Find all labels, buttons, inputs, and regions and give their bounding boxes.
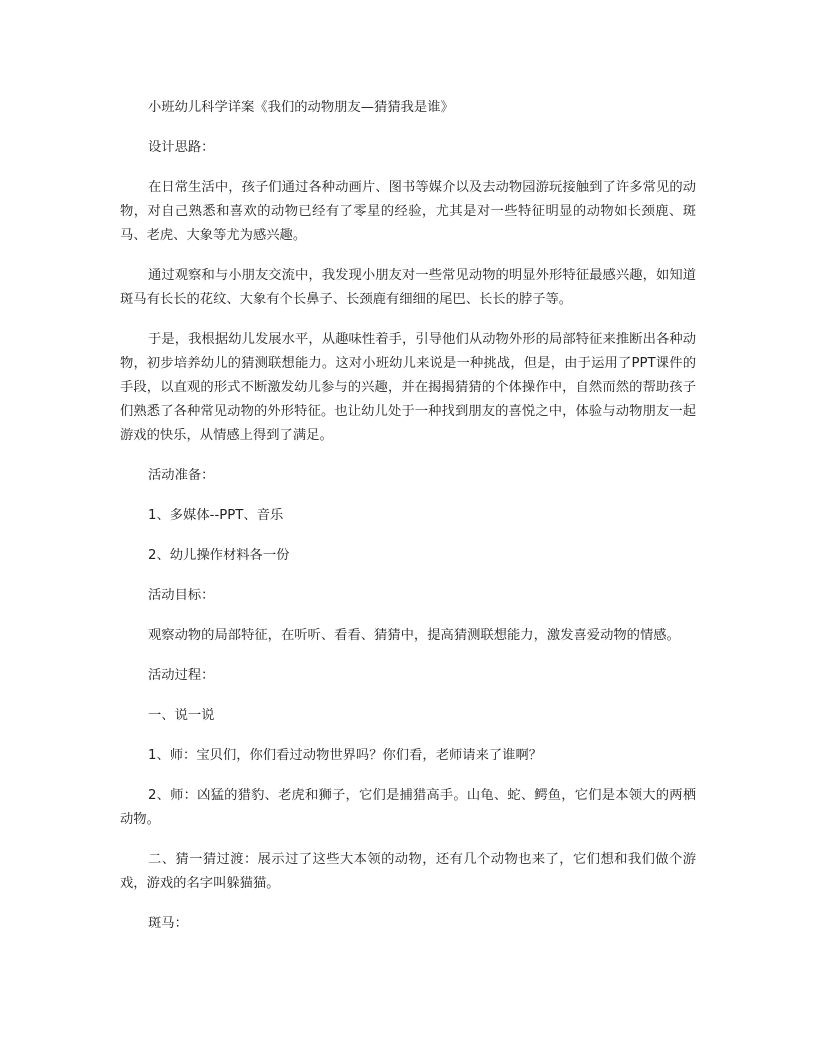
paragraph-design-1: 在日常生活中，孩子们通过各种动画片、图书等媒介以及去动物园游玩接触到了许多常见的动物，对自己熟悉和喜欢的动物已经有了零星的经验，尤其是对一些特征明显的动物如长颈鹿、斑马、老虎、大象等尤为感兴趣。 [120, 180, 696, 243]
section-heading-process: 活动过程： [148, 668, 215, 683]
document-body [120, 96, 696, 952]
subsection-guess-transition: 二、猜一猜过渡：展示过了这些大本领的动物，还有几个动物也来了，它们想和我们做个游戏，游戏的名字叫躲猫猫。 [120, 852, 696, 891]
paragraph-design-3: 于是，我根据幼儿发展水平，从趣味性着手，引导他们从动物外形的局部特征来推断出各种动物，初步培养幼儿的猜测联想能力。这对小班幼儿来说是一种挑战，但是，由于运用了PPT课件的手段，以直观的形式不断激发幼儿参与的兴趣，并在揭揭猜猜的个体操作中，自然而然的帮助孩子们熟悉了各种常见动物的外形特征。也让幼儿处于一种找到朋友的喜悦之中，体验与动物朋友一起游戏的快乐，从情感上得到了满足。 [120, 332, 696, 443]
subsection-heading-zebra: 斑马： [148, 916, 188, 931]
section-heading-design-idea: 设计思路： [148, 140, 215, 155]
document-title: 小班幼儿科学详案《我们的动物朋友—猜猜我是谁》 [148, 100, 454, 115]
list-item-preparation-2: 2、幼儿操作材料各一份 [148, 548, 290, 563]
list-item-preparation-1: 1、多媒体--PPT、音乐 [148, 508, 284, 523]
section-heading-preparation: 活动准备： [148, 468, 215, 483]
section-heading-goals: 活动目标： [148, 588, 215, 603]
list-item-process-2: 2、师：凶猛的猎豹、老虎和狮子，它们是捕猎高手。山龟、蛇、鳄鱼，它们是本领大的两栖动物。 [120, 788, 696, 827]
paragraph-design-2: 通过观察和与小朋友交流中，我发现小朋友对一些常见动物的明显外形特征最感兴趣，如知道斑马有长长的花纹、大象有个长鼻子、长颈鹿有细细的尾巴、长长的脖子等。 [120, 268, 696, 307]
list-item-process-1: 1、师：宝贝们，你们看过动物世界吗？你们看，老师请来了谁啊？ [148, 748, 543, 763]
subsection-heading-talk: 一、说一说 [148, 708, 215, 723]
paragraph-goals: 观察动物的局部特征，在听听、看看、猜猜中，提高猜测联想能力，激发喜爱动物的情感。 [148, 628, 680, 643]
